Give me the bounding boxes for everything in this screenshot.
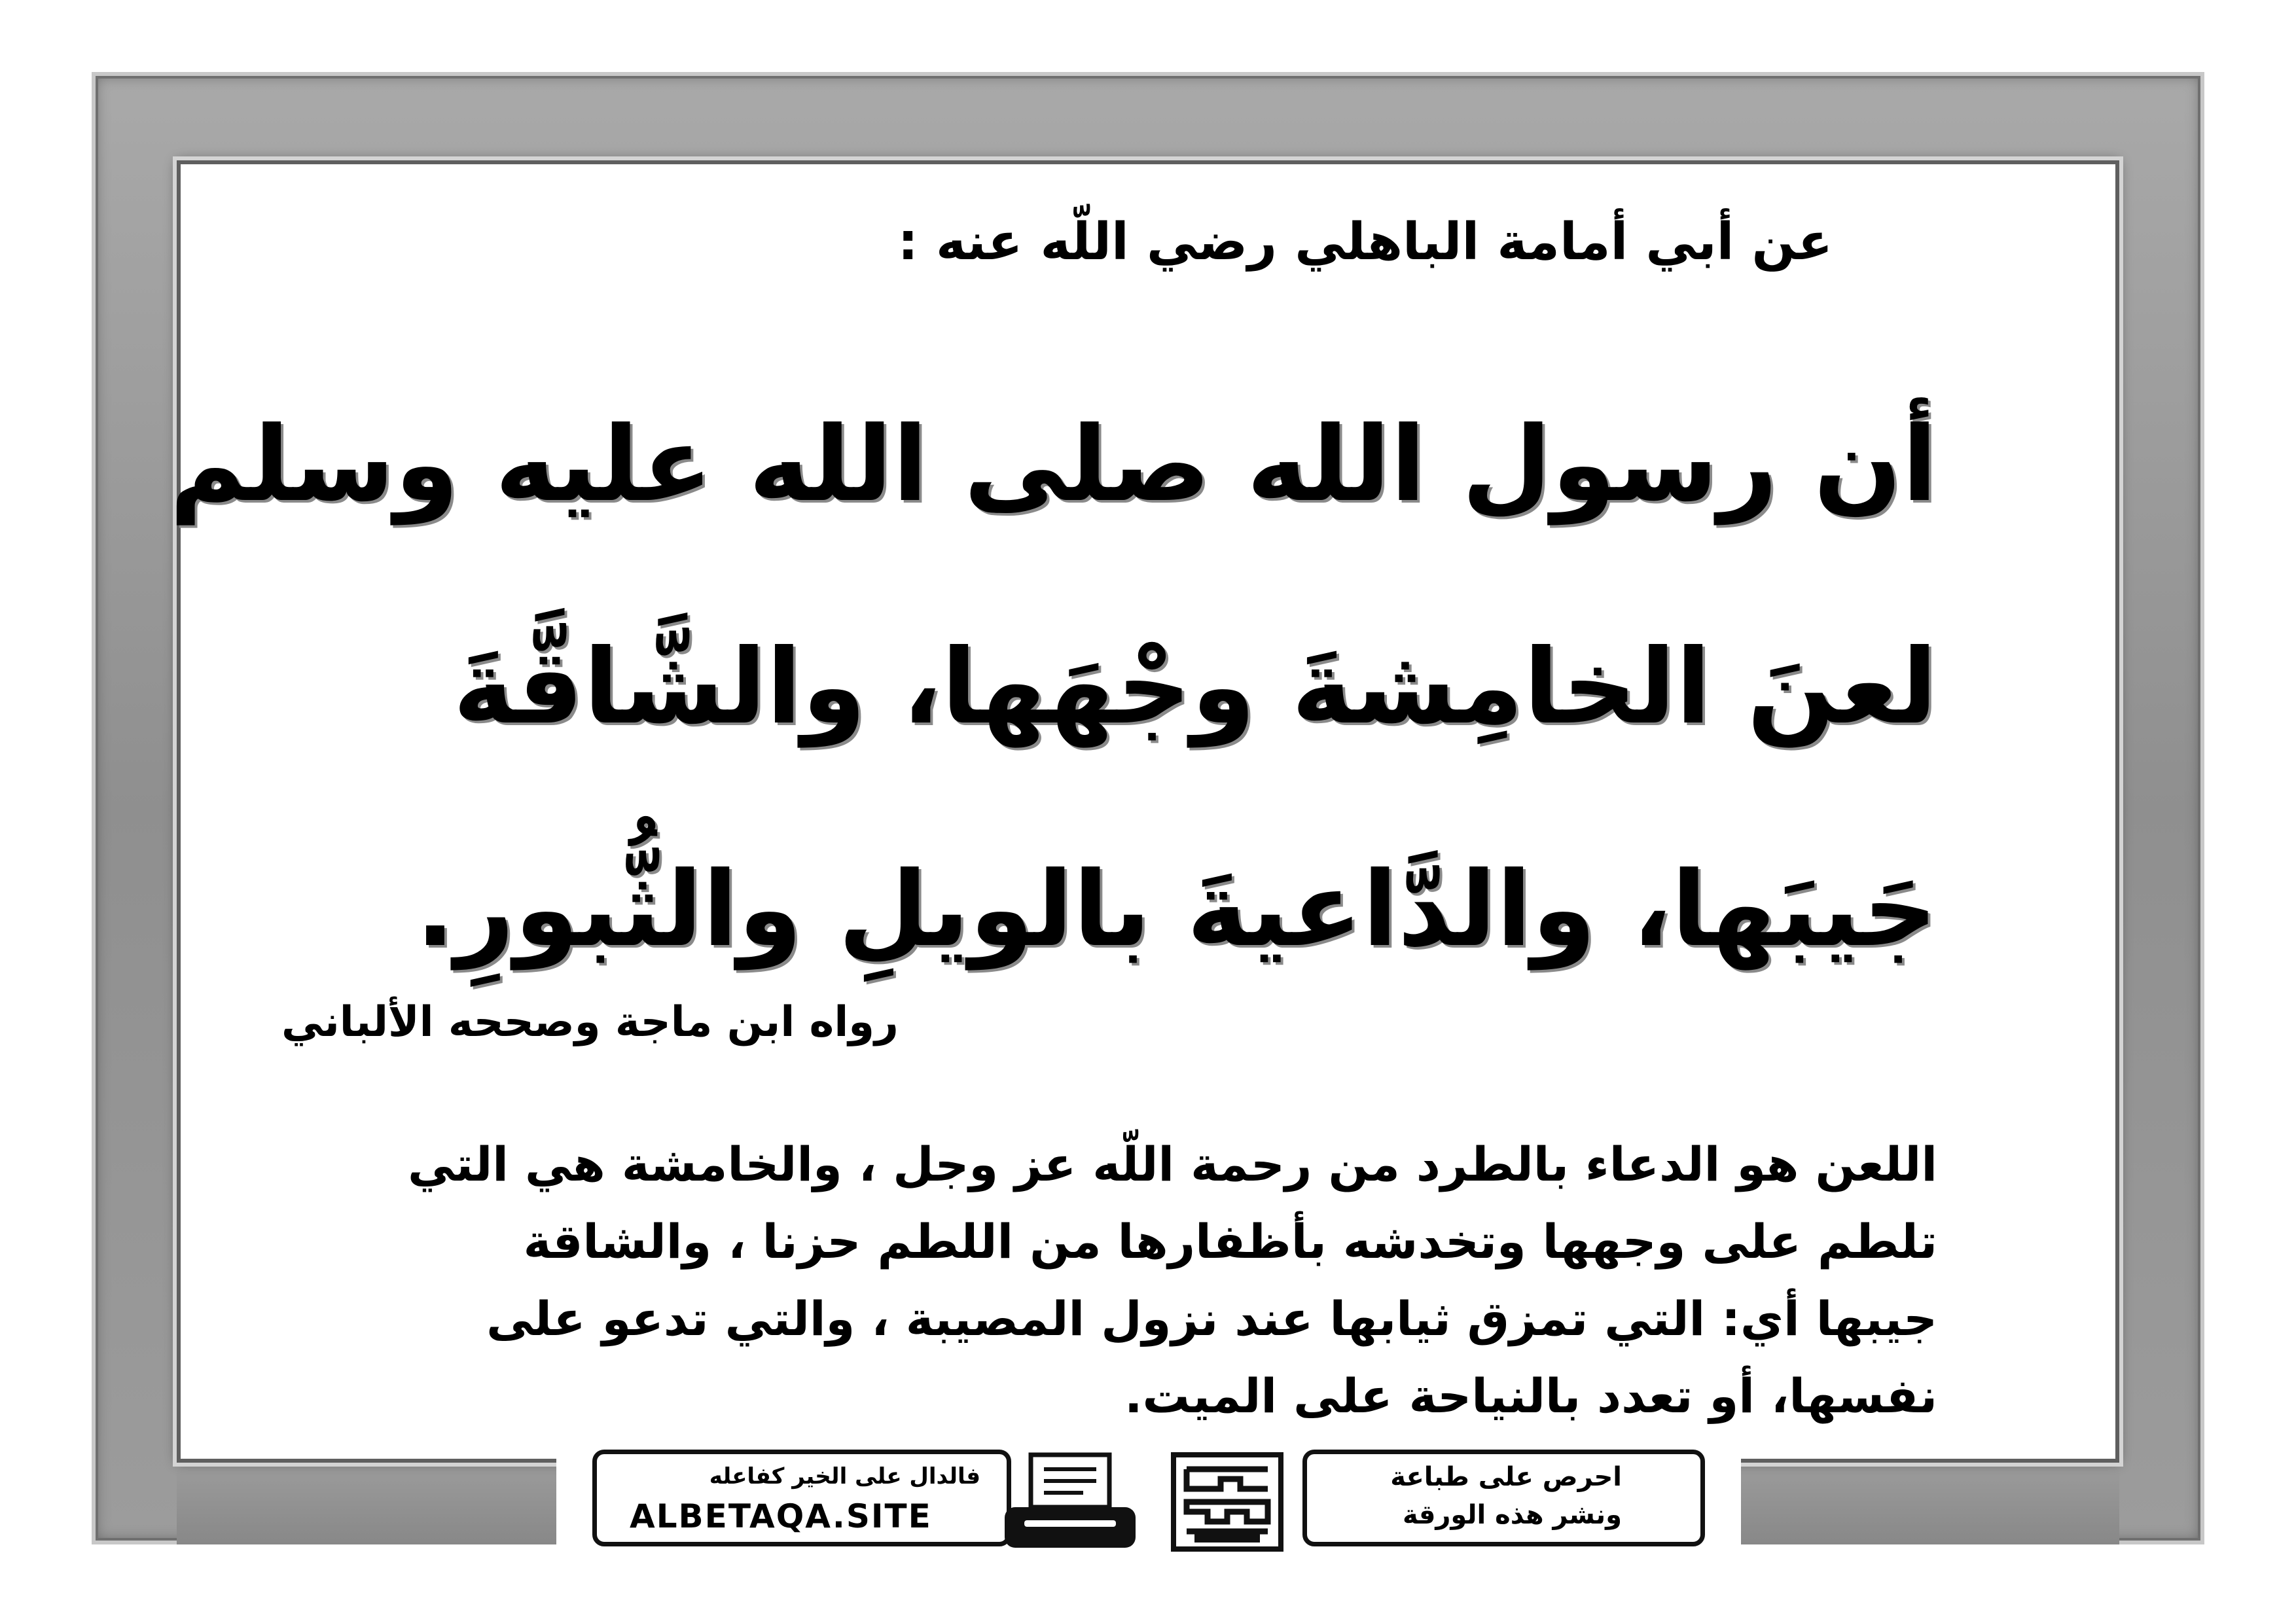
explanation-line: جيبها أي: التي تمزق ثيابها عند نزول المصيبة ، والتي تدعو على	[486, 1291, 1937, 1346]
content	[170, 177, 2042, 1433]
print-note-line2: ونشر هذه الورقة	[1402, 1500, 1622, 1530]
frame-bottom-right	[1741, 1463, 2119, 1544]
footer	[592, 1450, 1705, 1554]
hadith-text	[170, 353, 1937, 1021]
frame-bottom-left	[177, 1463, 556, 1544]
hadith-line: جَيبَها، والدَّاعيةَ بالويلِ والثُّبورِ.	[415, 849, 1937, 970]
dawa-logo-icon	[1168, 1450, 1286, 1554]
explanation-line: اللعن هو الدعاء بالطرد من رحمة اللّه عز وجل ، والخامشة هي التي	[408, 1137, 1937, 1192]
footer-motto: فالدال على الخير كفاعله	[709, 1463, 980, 1489]
printer-icon	[998, 1450, 1142, 1554]
source-attribution: رواه ابن ماجة وصححه الألباني	[281, 998, 899, 1046]
explanation-line: تلطم على وجهها وتخدشه بأظفارها من اللطم حزنا ، والشاقة	[523, 1214, 1937, 1269]
footer-site-box[interactable]	[592, 1450, 1011, 1546]
explanation-line: نفسها، أو تعدد بالنياحة على الميت.	[1124, 1368, 1937, 1423]
hadith-line: لعنَ الخامِشةَ وجْهَها، والشَّاقَّةَ	[453, 627, 1937, 747]
narrator-line: عن أبي أمامة الباهلي رضي اللّه عنه :	[897, 213, 1833, 272]
footer-site-link[interactable]: ALBETAQA.SITE	[630, 1497, 932, 1535]
footer-print-box	[1302, 1450, 1705, 1546]
print-note-line1: احرص على طباعة	[1390, 1462, 1622, 1492]
hadith-line: أن رسول الله صلى الله عليه وسلم	[170, 404, 1937, 525]
explanation-text	[262, 1126, 1937, 1435]
